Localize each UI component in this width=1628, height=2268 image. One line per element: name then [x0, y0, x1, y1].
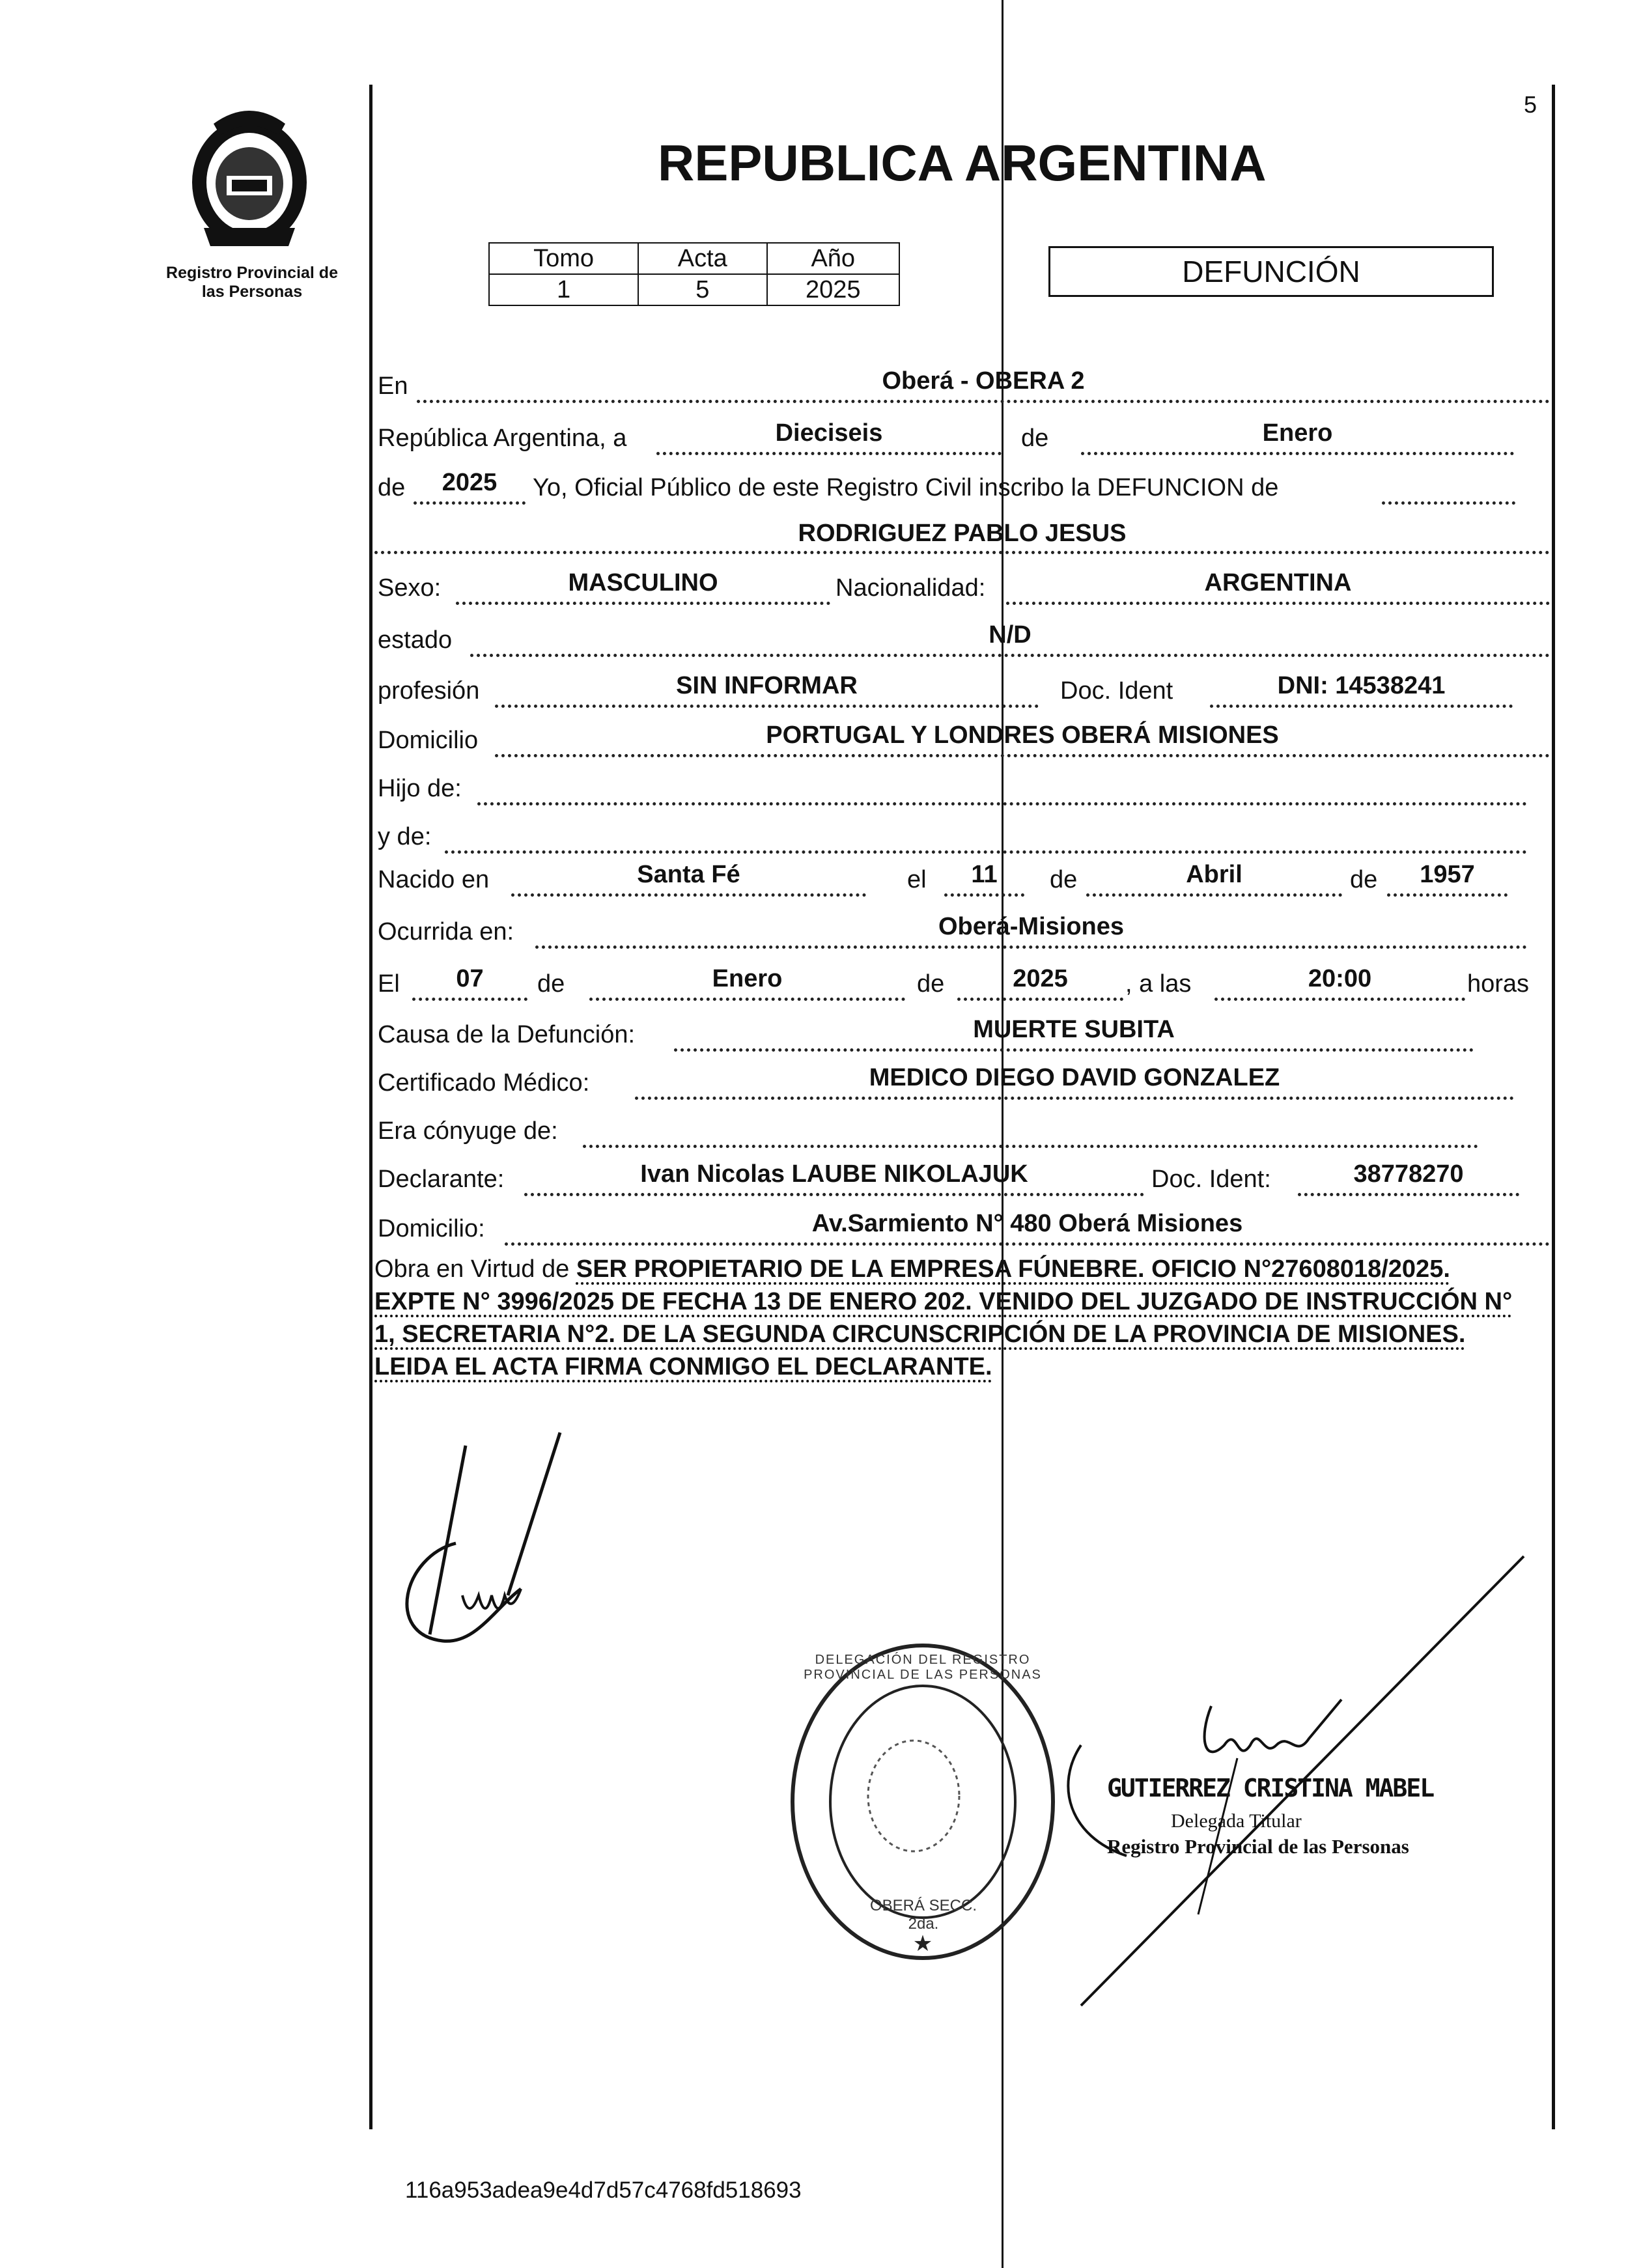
decl-domicilio-value: Av.Sarmiento N° 480 Oberá Misiones [811, 1210, 1243, 1237]
nacido-place: Santa Fé [637, 861, 740, 888]
causa-value: MUERTE SUBITA [973, 1016, 1175, 1043]
profesion-dots [495, 705, 1039, 708]
death-day-dots [412, 998, 527, 1001]
table-header: Acta [638, 243, 766, 274]
declarant-signature [365, 1426, 573, 1660]
estado-label: estado [378, 626, 453, 654]
en-value: Oberá - OBERA 2 [882, 367, 1085, 395]
doc-ident-label: Doc. Ident [1060, 677, 1173, 705]
decl-doc-dots [1298, 1193, 1519, 1196]
death-time: 20:00 [1308, 965, 1372, 992]
ocurrida-label: Ocurrida en: [378, 918, 514, 945]
republica-label: República Argentina, a [378, 425, 627, 452]
svg-text:★: ★ [912, 1931, 933, 1956]
obra-label: Obra en Virtud de [374, 1255, 570, 1283]
logo-caption [151, 264, 353, 301]
domicilio-label: Domicilio [378, 727, 479, 754]
de-label: de [1021, 425, 1049, 452]
sexo-dots [456, 602, 830, 605]
inscribo-dots [1382, 501, 1515, 505]
table-header: Tomo [489, 243, 638, 274]
nacido-dots [511, 893, 866, 897]
table-header: Año [767, 243, 899, 274]
causa-label: Causa de la Defunción: [378, 1021, 636, 1048]
day-written: Dieciseis [775, 419, 883, 447]
estado-dots [470, 654, 1550, 657]
domicilio-dots [495, 754, 1550, 757]
death-year-dots [957, 998, 1123, 1001]
alas-label: , a las [1125, 970, 1192, 998]
ocurrida-dots [535, 945, 1527, 949]
death-year: 2025 [1013, 965, 1068, 992]
logo-caption-line2: las Personas [201, 283, 303, 301]
page-number: 5 [1524, 91, 1537, 118]
obra-text: SER PROPIETARIO DE LA EMPRESA FÚNEBRE. OFICIO N°27608018/2025. EXPTE N° 3996/2025 DE FECHA 13 DE ENERO 202. VENIDO DEL JUZGADO DE INSTRUCCIÓN N° 1, SECRETARIA N°2. DE LA SEGUNDA CIRCUNSCRIPCIÓN DE LA PROVINCIA DE MISIONES. LEIDA EL ACTA FIRMA CONMIGO EL DECLARANTE. [374, 1255, 1513, 1380]
certificado-value: MEDICO DIEGO DAVID GONZALEZ [869, 1064, 1280, 1091]
registry-table [488, 242, 900, 306]
causa-dots [674, 1048, 1474, 1052]
deceased-name: RODRIGUEZ PABLO JESUS [798, 520, 1127, 547]
el-label: el [907, 866, 927, 893]
en-dots [417, 400, 1550, 403]
birth-month-dots [1086, 893, 1342, 897]
obra-paragraph [374, 1253, 1527, 1383]
de5-label: de [917, 970, 945, 998]
logo-caption-line1: Registro Provincial de [166, 264, 338, 282]
birth-day: 11 [971, 861, 998, 888]
seal-ring-text: DELEGACIÓN DEL REGISTRO PROVINCIAL DE LAS PERSONAS [804, 1653, 1042, 1682]
sexo-value: MASCULINO [568, 569, 718, 596]
doc-type-label: DEFUNCIÓN [1182, 255, 1360, 288]
seal-inner-text: OBERÁ SECC. 2da. [869, 1897, 977, 1933]
left-margin-rule [369, 85, 372, 2129]
El-label: El [378, 970, 400, 998]
official-seal [787, 1640, 1059, 1964]
footer-hash: 116a953adea9e4d7d57c4768fd518693 [405, 2177, 802, 2203]
table-cell: 1 [489, 274, 638, 305]
certificado-label: Certificado Médico: [378, 1069, 590, 1097]
table-cell: 5 [638, 274, 766, 305]
conyuge-dots [583, 1145, 1478, 1148]
profesion-value: SIN INFORMAR [676, 672, 858, 699]
signatory-office: Registro Provincial de las Personas [1107, 1835, 1409, 1858]
page-title: REPUBLICA ARGENTINA [658, 134, 1267, 191]
doc-ident-value: DNI: 14538241 [1277, 672, 1446, 699]
year-label: de [378, 474, 406, 501]
ocurrida-value: Oberá-Misiones [938, 913, 1125, 940]
signatory-name: GUTIERREZ CRISTINA MABEL [1107, 1774, 1434, 1802]
birth-year: 1957 [1420, 861, 1475, 888]
profesion-label: profesión [378, 677, 480, 705]
doc-ident-dots [1210, 705, 1513, 708]
declarante-label: Declarante: [378, 1166, 505, 1193]
decl-domicilio-label: Domicilio: [378, 1215, 485, 1242]
death-month: Enero [712, 965, 783, 992]
de3-label: de [1350, 866, 1378, 893]
conyuge-label: Era cónyuge de: [378, 1117, 558, 1145]
decl-doc-value: 38778270 [1353, 1160, 1464, 1188]
signatory-role: Delegada Titular [1171, 1810, 1302, 1832]
nacionalidad-label: Nacionalidad: [835, 574, 986, 602]
decl-domicilio-dots [505, 1242, 1550, 1246]
birth-year-dots [1387, 893, 1508, 897]
decl-doc-label: Doc. Ident: [1151, 1166, 1271, 1193]
yde-label: y de: [378, 823, 432, 850]
name-dots [374, 551, 1550, 554]
declarante-value: Ivan Nicolas LAUBE NIKOLAJUK [640, 1160, 1028, 1188]
death-month-dots [589, 998, 905, 1001]
nacido-label: Nacido en [378, 866, 490, 893]
hijo-dots [477, 802, 1527, 805]
yde-dots [445, 850, 1527, 854]
birth-day-dots [944, 893, 1024, 897]
coat-of-arms-icon [175, 104, 324, 260]
inscribo-text: Yo, Oficial Público de este Registro Civil inscribo la DEFUNCION de [533, 474, 1279, 501]
month-written: Enero [1262, 419, 1333, 447]
de2-label: de [1050, 866, 1078, 893]
sexo-label: Sexo: [378, 574, 442, 602]
right-margin-rule [1552, 85, 1555, 2129]
nacionalidad-dots [1006, 602, 1550, 605]
declarante-dots [524, 1193, 1144, 1196]
nacionalidad-value: ARGENTINA [1204, 569, 1352, 596]
month-dots [1081, 452, 1514, 455]
death-day: 07 [456, 965, 484, 992]
horas-label: horas [1467, 970, 1530, 998]
doc-type-box [1048, 246, 1494, 297]
domicilio-value: PORTUGAL Y LONDRES OBERÁ MISIONES [766, 721, 1279, 749]
year-dots [414, 501, 526, 505]
death-time-dots [1214, 998, 1465, 1001]
day-dots [656, 452, 1002, 455]
table-cell: 2025 [767, 274, 899, 305]
certificado-dots [635, 1097, 1514, 1100]
estado-value: N/D [989, 621, 1032, 649]
year-value: 2025 [442, 469, 498, 496]
en-label: En [378, 372, 408, 400]
birth-month: Abril [1186, 861, 1242, 888]
province-logo [175, 104, 324, 260]
hijo-label: Hijo de: [378, 775, 462, 802]
de4-label: de [537, 970, 565, 998]
